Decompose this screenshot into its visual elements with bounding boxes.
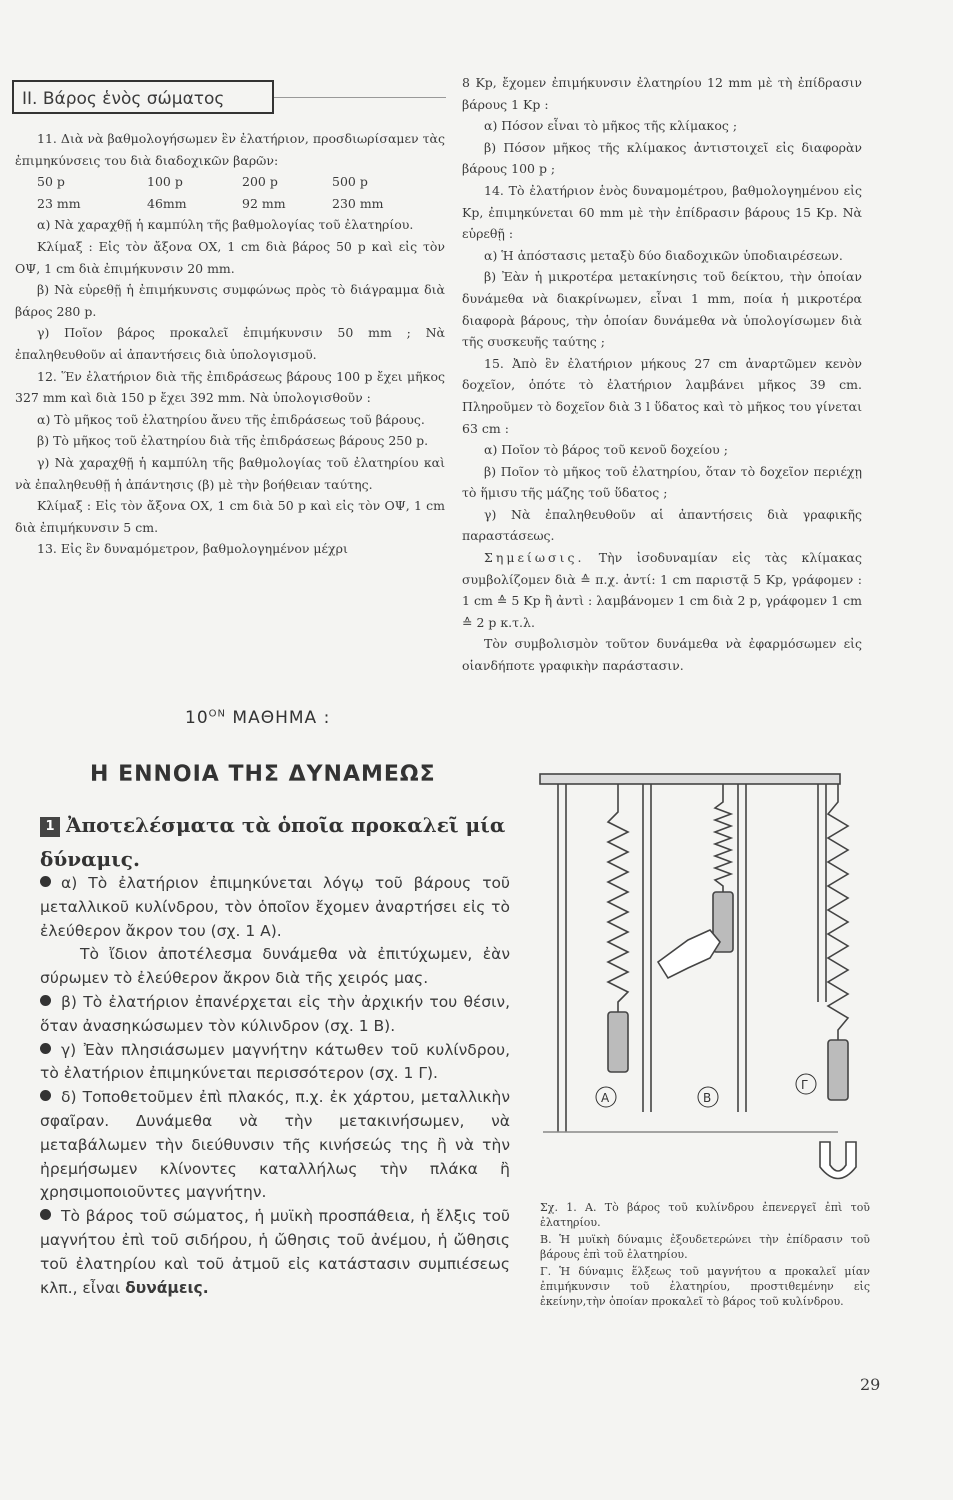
page-number: 29 — [860, 1375, 881, 1394]
note-end: Τὸν συμβολισμὸν τοῦτον δυνάμεθα νὰ ἐφαρμόσωμεν εἰς οἱανδήποτε γραφικὴν παράστασιν. — [462, 636, 862, 674]
exercise-12c: γ) Νὰ χαραχθῇ ἡ καμπύλη τῆς βαθμολογίας τοῦ ἐλατηρίου καὶ νὰ ἐπαληθευθῇ ἡ ἀπάντησις (β) μὲ τὴν βοήθειαν ταύτης. — [15, 454, 445, 492]
table-cell: 500 p — [332, 174, 368, 190]
table-cell: 100 p — [147, 174, 183, 190]
exercise-11c: γ) Ποῖον βάρος προκαλεῖ ἐπιμήκυνσιν 50 mm ; Νὰ ἐπαληθευθοῦν αἱ ἀπαντήσεις διὰ ὑπολογισμοῦ. — [15, 325, 445, 362]
chapter-heading: Η ΕΝΝΟΙΑ ΤΗΣ ΔΥΝΑΜΕΩΣ — [90, 762, 436, 787]
lesson-number: $10^{ON}$ ΜΑΘΗΜΑ : — [185, 708, 331, 728]
cylinder-a — [608, 1012, 628, 1072]
subsection-number: 1 — [40, 817, 60, 837]
table-cell: 92 mm — [242, 195, 286, 211]
bullet-icon — [40, 876, 51, 887]
exercise-15c: γ) Νὰ ἐπαληθευθοῦν αἱ ἀπαντήσεις διὰ γραφικῆς παραστάσεως. — [462, 506, 862, 544]
bullet-icon — [40, 1209, 51, 1220]
table-cell: 200 p — [242, 174, 278, 190]
label-a: Α — [601, 1091, 610, 1105]
bullet-icon — [40, 995, 51, 1006]
paragraph-b: β) Τὸ ἐλατήριον ἐπανέρχεται εἰς τὴν ἀρχικήν του θέσιν, ὅταν ἀνασηκώσωμεν τὸν κύλινδρον (σχ. 1 Β). — [40, 992, 510, 1035]
note-label: Σημείωσις. — [484, 550, 585, 566]
caption-c: Γ. Ἡ δύναμις ἕλξεως τοῦ μαγνήτου α προκαλεῖ μίαν ἐπιμήκυνσιν τοῦ ἐλατηρίου, προστιθεμένην εἰς ἐκείνην,τὴν ὁποίαν προκαλεῖ τὸ βάρος τοῦ κυλίνδρου. — [540, 1265, 870, 1308]
body-text — [40, 872, 510, 1300]
spring-figure — [538, 772, 868, 1192]
hand-icon — [658, 930, 720, 978]
paragraph-e: Τὸ βάρος τοῦ σώματος, ἡ μυϊκὴ προσπάθεια, ἡ ἕλξις τοῦ μαγνήτου ἐπὶ τοῦ σιδήρου, ἡ ὤθησις τοῦ ἀνέμου, ἡ ὤθησις τοῦ ἐλατηρίου καὶ τοῦ ἀτμοῦ εἰς κατάστασιν συμπιέσεως κλπ., εἶναι δυνάμεις. — [40, 1207, 510, 1297]
exercise-15a: α) Ποῖον τὸ βάρος τοῦ κενοῦ δοχείου ; — [484, 442, 728, 458]
left-column — [15, 128, 445, 560]
exercise-12b: β) Τὸ μῆκος τοῦ ἐλατηρίου διὰ τῆς ἐπιδράσεως βάρους 250 p. — [37, 433, 429, 449]
exercise-11b: β) Νὰ εὑρεθῇ ἡ ἐπιμήκυνσις συμφώνως πρὸς τὸ διάγραμμα διὰ βάρος 280 p. — [15, 282, 445, 319]
bullet-icon — [40, 1090, 51, 1101]
exercise-12-scale: Κλίμαξ : Εἰς τὸν ἄξονα ΟΧ, 1 cm διὰ 50 p καὶ εἰς τὸν ΟΨ, 1 cm διὰ ἐπιμήκυνσιν 5 cm. — [15, 498, 445, 535]
exercise-12a: α) Τὸ μῆκος τοῦ ἐλατηρίου ἄνευ τῆς ἐπιδράσεως τοῦ βάρους. — [37, 411, 425, 427]
cylinder-c — [828, 1040, 848, 1100]
exercise-15: 15. Ἀπὸ ἓν ἐλατήριον μήκους 27 cm ἀναρτῶμεν κενὸν δοχεῖον, ὁπότε τὸ ἐλατήριον λαμβάνει μῆκος 39 cm. Πληροῦμεν τὸ δοχεῖον διὰ 3 l ὕδατος καὶ τὸ μῆκος του γίνεται 63 cm : — [462, 355, 862, 436]
paragraph-a2: Τὸ ἴδιον ἀποτέλεσμα δυνάμεθα νὰ ἐπιτύχωμεν, ἐὰν σύρωμεν τὸ ἐλεύθερον ἄκρον διὰ τῆς χειρός μας. — [40, 945, 510, 988]
spring-b — [715, 784, 731, 892]
exercise-11a: α) Νὰ χαραχθῇ ἡ καμπύλη τῆς βαθμολογίας τοῦ ἐλατηρίου. — [37, 217, 414, 233]
exercise-11-scale: Κλίμαξ : Εἰς τὸν ἄξονα ΟΧ, 1 cm διὰ βάρος 50 p καὶ εἰς τὸν ΟΨ, 1 cm διὰ ἐπιμήκυνσιν 20 mm. — [15, 238, 445, 276]
right-column — [462, 72, 862, 677]
section-title: ΙΙ. Βάρος ἑνὸς σώματος — [12, 80, 274, 114]
paragraph-a: α) Τὸ ἐλατήριον ἐπιμηκύνεται λόγῳ τοῦ βάρους τοῦ μεταλλικοῦ κυλίνδρου, τὸν ὁποῖον ἔχομεν ἀναρτήσει εἰς τὸ ἐλεύθερον ἄκρον του (σχ. 1 Α). — [40, 874, 510, 940]
note — [462, 547, 862, 633]
exercise-14: 14. Τὸ ἐλατήριον ἑνὸς δυναμομέτρου, βαθμολογημένου εἰς Kp, ἐπιμηκύνεται 60 mm μὲ τὴν ἐπίδρασιν βάρους 15 Kp. Νὰ εὑρεθῇ : — [462, 182, 862, 242]
table-cell: 50 p — [37, 174, 65, 190]
weights-row — [15, 171, 445, 193]
caption-a: Σχ. 1. Α. Τὸ βάρος τοῦ κυλίνδρου ἐπενεργεῖ ἐπὶ τοῦ ἐλατηρίου. — [540, 1201, 870, 1229]
spring-c — [828, 784, 848, 1040]
subsection-heading — [40, 808, 510, 876]
exercise-14a: α) Ἡ ἀπόστασις μεταξὺ δύο διαδοχικῶν ὑποδιαιρέσεων. — [484, 247, 843, 263]
elongation-row — [15, 193, 445, 215]
exercise-13b: β) Πόσον μῆκος τῆς κλίμακος ἀντιστοιχεῖ εἰς διαφορὰν βάρους 100 p ; — [462, 139, 862, 177]
note-text: Τὴν ἰσοδυναμίαν εἰς τὰς κλίμακας συμβολίζομεν διὰ ≙ π.χ. ἀντί: 1 cm παριστᾷ 5 Kp, γράφομεν : 1 cm ≙ 5 Kp ἢ ἀντὶ : λαμβάνομεν 1 cm διὰ 2 p, γράφομεν 1 cm ≙ 2 p κ.τ.λ. — [462, 550, 862, 630]
exercise-13a: α) Πόσον εἶναι τὸ μῆκος τῆς κλίμακος ; — [484, 118, 738, 134]
bullet-icon — [40, 1043, 51, 1054]
paragraph-d: δ) Τοποθετοῦμεν ἐπὶ πλακός, π.χ. ἐκ χάρτου, μεταλλικὴν σφαῖραν. Δυνάμεθα νὰ τὴν μετακινήσωμεν, νὰ μεταβάλωμεν τὴν διεύθυνσιν τῆς κινήσεώς της ἢ νὰ τὴν ἠρεμήσωμεν κλίνοντες καταλλήλως τὴν πλάκα ἢ χρησιμοποιοῦντες μαγνήτην. — [40, 1088, 510, 1202]
label-b: Β — [703, 1091, 712, 1105]
bold-term: δυνάμεις. — [125, 1278, 209, 1297]
table-cell: 46mm — [147, 195, 187, 211]
exercise-13-cont: 8 Kp, ἔχομεν ἐπιμήκυνσιν ἐλατηρίου 12 mm μὲ τὴ ἐπίδρασιν βάρους 1 Kp : — [462, 75, 862, 112]
exercise-15b: β) Ποῖον τὸ μῆκος τοῦ ἐλατηρίου, ὅταν τὸ δοχεῖον περιέχῃ τὸ ἥμισυ τῆς μάζης τοῦ ὕδατος ; — [462, 463, 862, 501]
figure-caption — [540, 1200, 870, 1311]
caption-b: Β. Ἡ μυϊκὴ δύναμις ἐξουδετερώνει τὴν ἐπίδρασιν τοῦ βάρους ἐπὶ τοῦ ἐλατηρίου. — [540, 1233, 870, 1261]
exercise-11: 11. Διὰ νὰ βαθμολογήσωμεν ἓν ἐλατήριον, προσδιωρίσαμεν τὰς ἐπιμηκύνσεις του διὰ διαδοχικῶν βαρῶν: — [15, 131, 445, 168]
spring-a — [608, 784, 628, 1012]
table-cell: 23 mm — [37, 195, 81, 211]
exercise-13: 13. Εἰς ἓν δυναμόμετρον, βαθμολογημένον μέχρι — [37, 541, 348, 557]
support-beam — [540, 774, 840, 784]
paragraph-c: γ) Ἐὰν πλησιάσωμεν μαγνήτην κάτωθεν τοῦ κυλίνδρου, τὸ ἐλατήριον ἐπιμηκύνεται περισσότερον (σχ. 1 Γ). — [40, 1040, 510, 1083]
divider — [274, 97, 446, 98]
table-cell: 230 mm — [332, 195, 384, 211]
exercise-14b: β) Ἐὰν ἡ μικροτέρα μετακίνησις τοῦ δείκτου, τὴν ὁποίαν δυνάμεθα νὰ διακρίνωμεν, εἶναι 1 mm, ποία ἡ μικροτέρα διαφορὰ βάρους, τὴν ὁποίαν δυνάμεθα νὰ ὑπολογίσωμεν διὰ τῆς συσκευῆς ταύτης ; — [462, 269, 862, 350]
subsection-title: Ἀποτελέσματα τὰ ὁποῖα προκαλεῖ μία δύναμις. — [40, 813, 506, 871]
label-c: Γ — [801, 1078, 808, 1092]
exercise-12: 12. Ἕν ἐλατήριον διὰ τῆς ἐπιδράσεως βάρους 100 p ἔχει μῆκος 327 mm καὶ διὰ 150 p ἔχει 392 mm. Νὰ ὑπολογισθοῦν : — [15, 368, 445, 406]
magnet-icon — [820, 1142, 856, 1179]
